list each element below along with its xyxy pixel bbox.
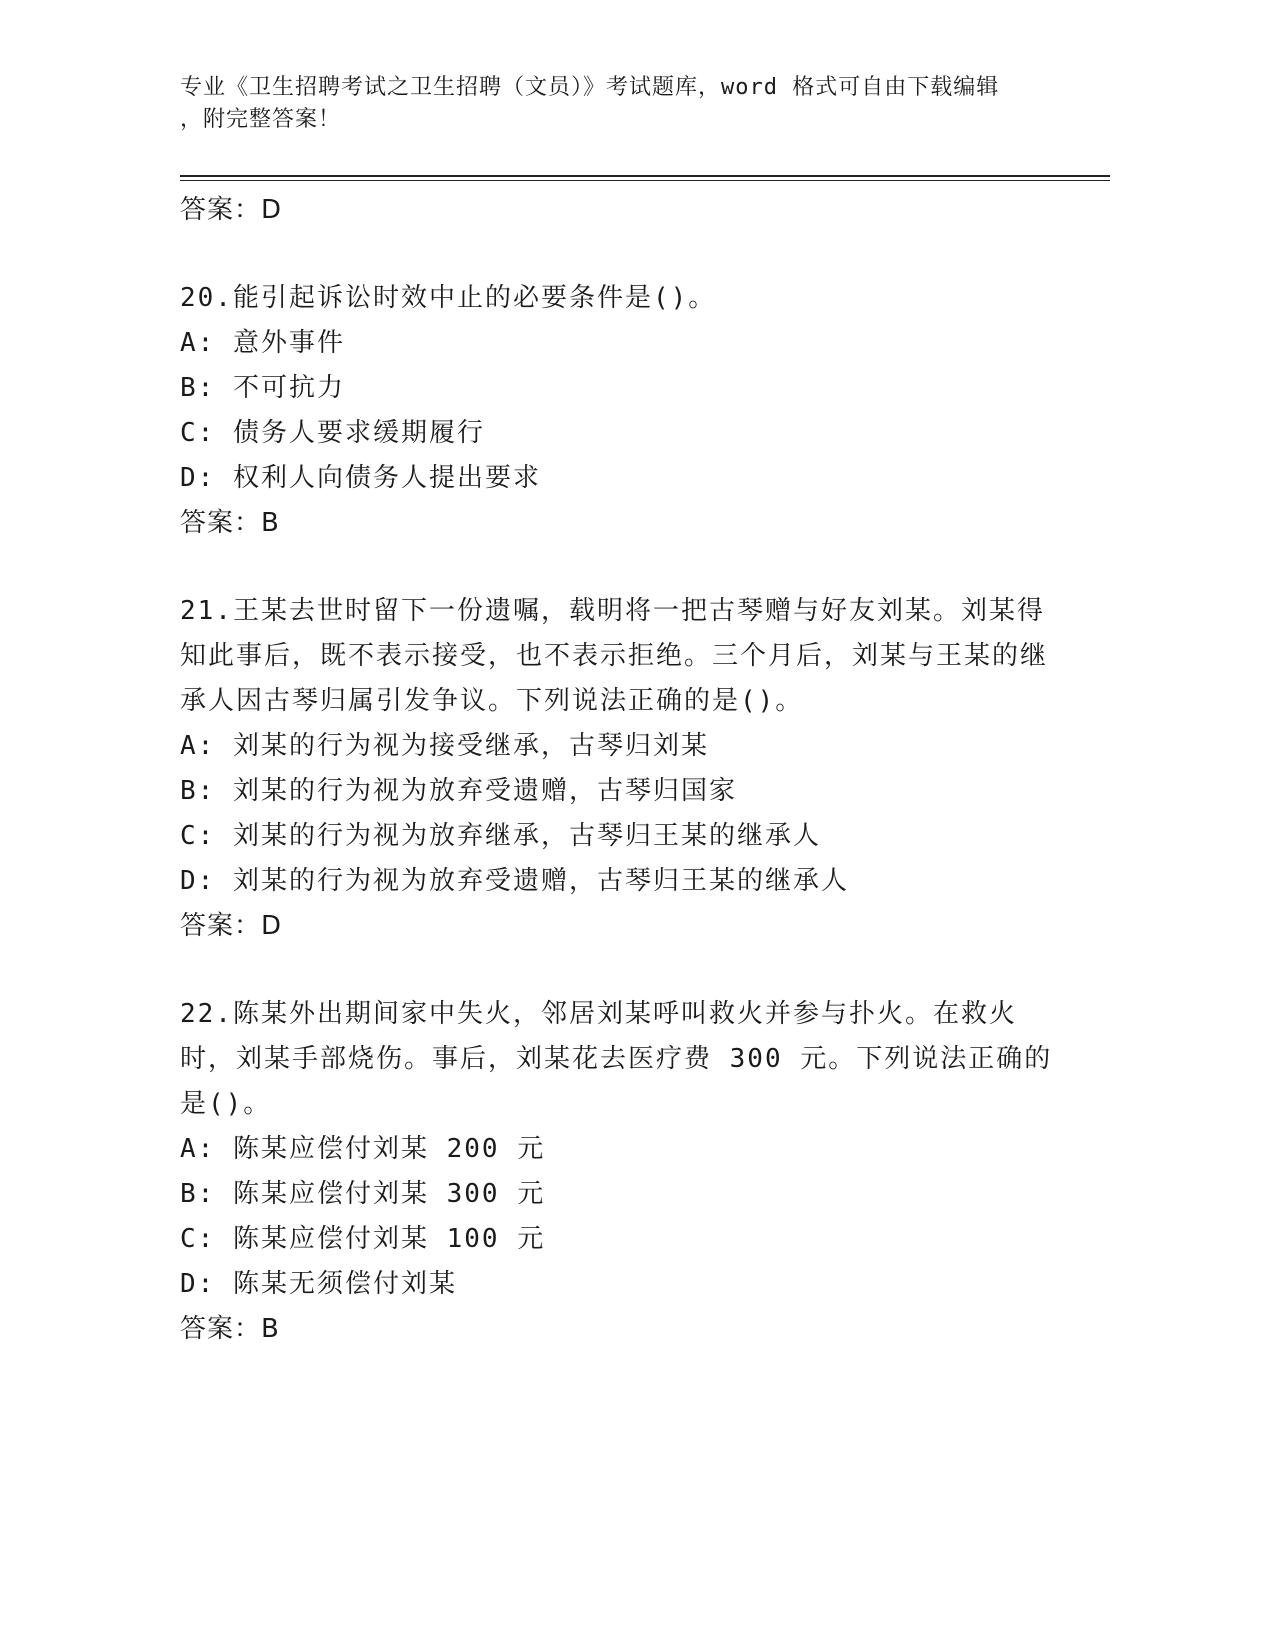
question-text: 22.陈某外出期间家中失火，邻居刘某呼叫救火并参与扑火。在救火时，刘某手部烧伤。事后，刘某花去医疗费 300 元。下列说法正确的是()。: [180, 999, 1053, 1119]
option-a: A: 陈某应偿付刘某 200 元: [180, 1134, 546, 1164]
option-c: C: 陈某应偿付刘某 100 元: [180, 1224, 546, 1254]
previous-answer: 答案：D: [180, 195, 283, 225]
option-d: D: 权利人向债务人提出要求: [180, 463, 541, 493]
header-line-1: 专业《卫生招聘考试之卫生招聘（文员）》考试题库，word 格式可自由下载编辑: [180, 75, 1000, 100]
answer-label: 答案：B: [180, 1314, 280, 1344]
option-a: A: 刘某的行为视为接受继承，古琴归刘某: [180, 731, 709, 761]
question-text: 21.王某去世时留下一份遗嘱，载明将一把古琴赠与好友刘某。刘某得知此事后，既不表示接受，也不表示拒绝。三个月后，刘某与王某的继承人因古琴归属引发争议。下列说法正确的是()。: [180, 596, 1049, 716]
question-20: [180, 276, 1060, 545]
page-header: [180, 72, 1040, 136]
answer-label: 答案：D: [180, 911, 283, 941]
option-b: B: 不可抗力: [180, 373, 345, 403]
answer-label: 答案：B: [180, 508, 280, 538]
option-d: D: 刘某的行为视为放弃受遗赠，古琴归王某的继承人: [180, 866, 849, 896]
question-text: 20.能引起诉讼时效中止的必要条件是()。: [180, 283, 717, 313]
option-c: C: 刘某的行为视为放弃继承，古琴归王某的继承人: [180, 821, 821, 851]
header-divider-thin: [180, 180, 1110, 181]
option-b: B: 陈某应偿付刘某 300 元: [180, 1179, 546, 1209]
header-divider-thick: [180, 175, 1110, 177]
header-line-2: ，附完整答案！: [180, 107, 342, 132]
question-22: [180, 992, 1060, 1351]
option-b: B: 刘某的行为视为放弃受遗赠，古琴归国家: [180, 776, 737, 806]
option-d: D: 陈某无须偿付刘某: [180, 1269, 457, 1299]
option-a: A: 意外事件: [180, 328, 345, 358]
question-21: [180, 589, 1060, 948]
option-c: C: 债务人要求缓期履行: [180, 418, 485, 448]
question-list: [180, 188, 1060, 1351]
